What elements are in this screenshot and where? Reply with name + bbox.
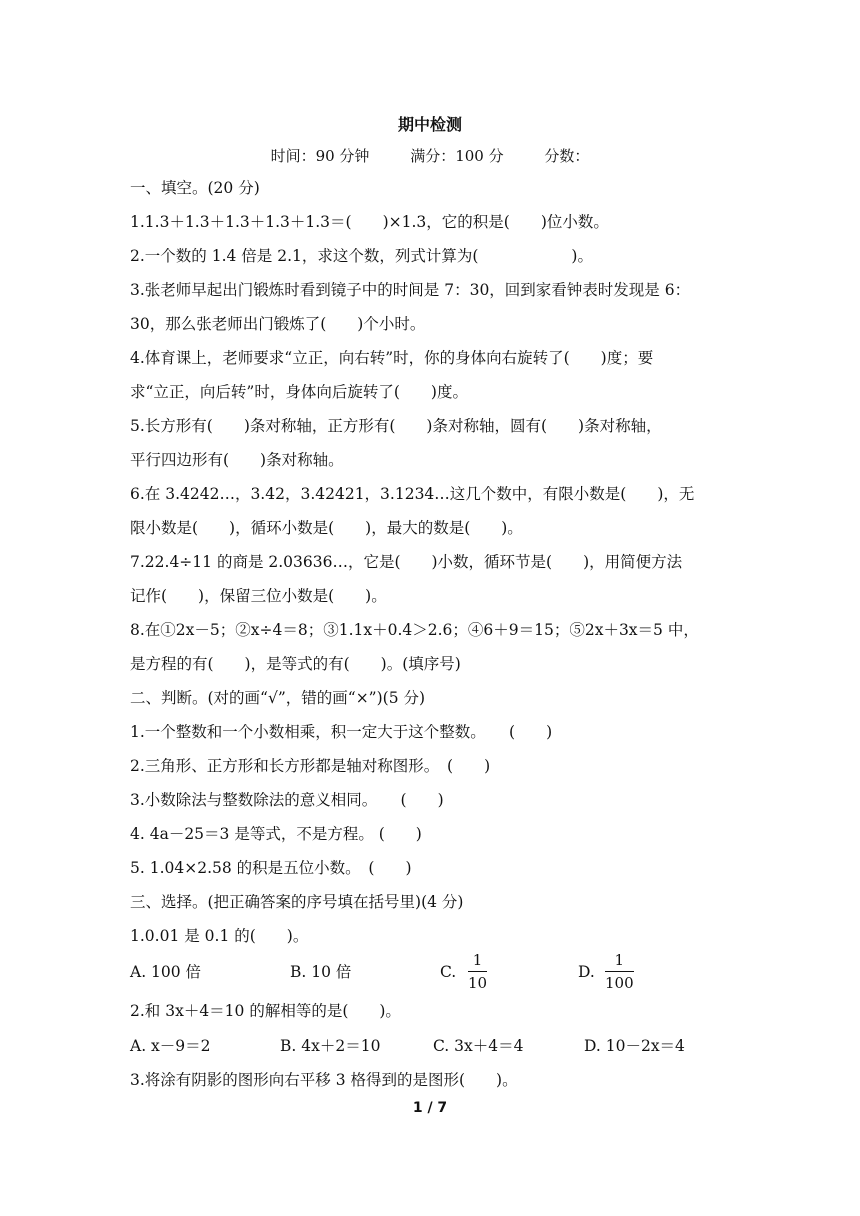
choice-q1-option-a: A. 100 倍 [130, 963, 202, 981]
fill-q8-line2: 是方程的有( )，是等式的有( )。(填序号) [130, 655, 461, 673]
judge-q2: 2.三角形、正方形和长方形都是轴对称图形。 ( ) [130, 757, 491, 775]
choice-q1: 1.0.01 是 0.1 的( )。 [130, 927, 309, 945]
choice-q3: 3.将涂有阴影的图形向右平移 3 格得到的是图形( )。 [130, 1071, 518, 1089]
choice-q1-option-b: B. 10 倍 [290, 963, 352, 981]
section-1-heading: 一、填空。(20 分) [130, 179, 260, 197]
exam-meta [0, 145, 860, 166]
fill-q2: 2.一个数的 1.4 倍是 2.1，求这个数，列式计算为( )。 [130, 247, 593, 265]
fraction-one-tenth [468, 951, 487, 992]
fraction-numerator: 1 [472, 951, 483, 969]
choice-q1-option-c-label: C. [440, 963, 457, 981]
score-field: 分数： [544, 147, 590, 165]
fill-q7-line1: 7.22.4÷11 的商是 2.03636…，它是( )小数，循环节是( )，用简便方法 [130, 553, 683, 571]
judge-q4: 4. 4a－25＝3 是等式，不是方程。 ( ) [130, 825, 422, 843]
choice-q2-option-b: B. 4x＋2＝10 [280, 1037, 381, 1055]
choice-q2: 2.和 3x＋4＝10 的解相等的是( )。 [130, 1002, 401, 1020]
judge-q3: 3.小数除法与整数除法的意义相同。 ( ) [130, 791, 444, 809]
section-2-heading: 二、判断。(对的画“√”，错的画“×”)(5 分) [130, 689, 426, 707]
fraction-bar [468, 971, 487, 972]
choice-q2-option-c: C. 3x＋4＝4 [433, 1037, 524, 1055]
fill-q3-line1: 3.张老师早起出门锻炼时看到镜子中的时间是 7：30，回到家看钟表时发现是 6： [130, 281, 691, 299]
time-limit: 时间：90 分钟 [270, 147, 370, 165]
judge-q1: 1.一个整数和一个小数相乘，积一定大于这个整数。 ( ) [130, 723, 553, 741]
choice-q2-option-a: A. x－9＝2 [130, 1037, 211, 1055]
choice-q2-option-d: D. 10－2x＝4 [584, 1037, 685, 1055]
page-number: 1 / 7 [412, 1100, 448, 1116]
fill-q5-line2: 平行四边形有( )条对称轴。 [130, 451, 344, 469]
fraction-denominator: 100 [605, 974, 634, 992]
fill-q4-line1: 4.体育课上，老师要求“立正，向右转”时，你的身体向右旋转了( )度；要 [130, 349, 654, 367]
page-title: 期中检测 [397, 115, 462, 134]
fill-q7-line2: 记作( )，保留三位小数是( )。 [130, 587, 387, 605]
fill-q1: 1.1.3＋1.3＋1.3＋1.3＋1.3＝( )×1.3，它的积是( )位小数。 [130, 213, 609, 231]
fill-q6-line2: 限小数是( )，循环小数是( )，最大的数是( )。 [130, 519, 523, 537]
fill-q5-line1: 5.长方形有( )条对称轴，正方形有( )条对称轴，圆有( )条对称轴， [130, 417, 662, 435]
section-3-heading: 三、选择。(把正确答案的序号填在括号里)(4 分) [130, 893, 464, 911]
choice-q1-option-d-label: D. [578, 963, 595, 981]
fill-q6-line1: 6.在 3.4242…，3.42，3.42421，3.1234…这几个数中，有限小数是( )，无 [130, 485, 695, 503]
fraction-numerator: 1 [614, 951, 625, 969]
fill-q8-line1: 8.在①2x－5；②x÷4＝8；③1.1x＋0.4＞2.6；④6＋9＝15；⑤2x＋3x＝5 中， [130, 621, 699, 639]
judge-q5: 5. 1.04×2.58 的积是五位小数。 ( ) [130, 859, 412, 877]
fill-q3-line2: 30，那么张老师出门锻炼了( )个小时。 [130, 315, 426, 333]
full-score: 满分：100 分 [410, 147, 504, 165]
fill-q4-line2: 求“立正，向后转”时，身体向后旋转了( )度。 [130, 383, 468, 401]
fraction-denominator: 10 [468, 974, 488, 992]
fraction-bar [605, 971, 634, 972]
fraction-one-hundredth [605, 951, 634, 992]
